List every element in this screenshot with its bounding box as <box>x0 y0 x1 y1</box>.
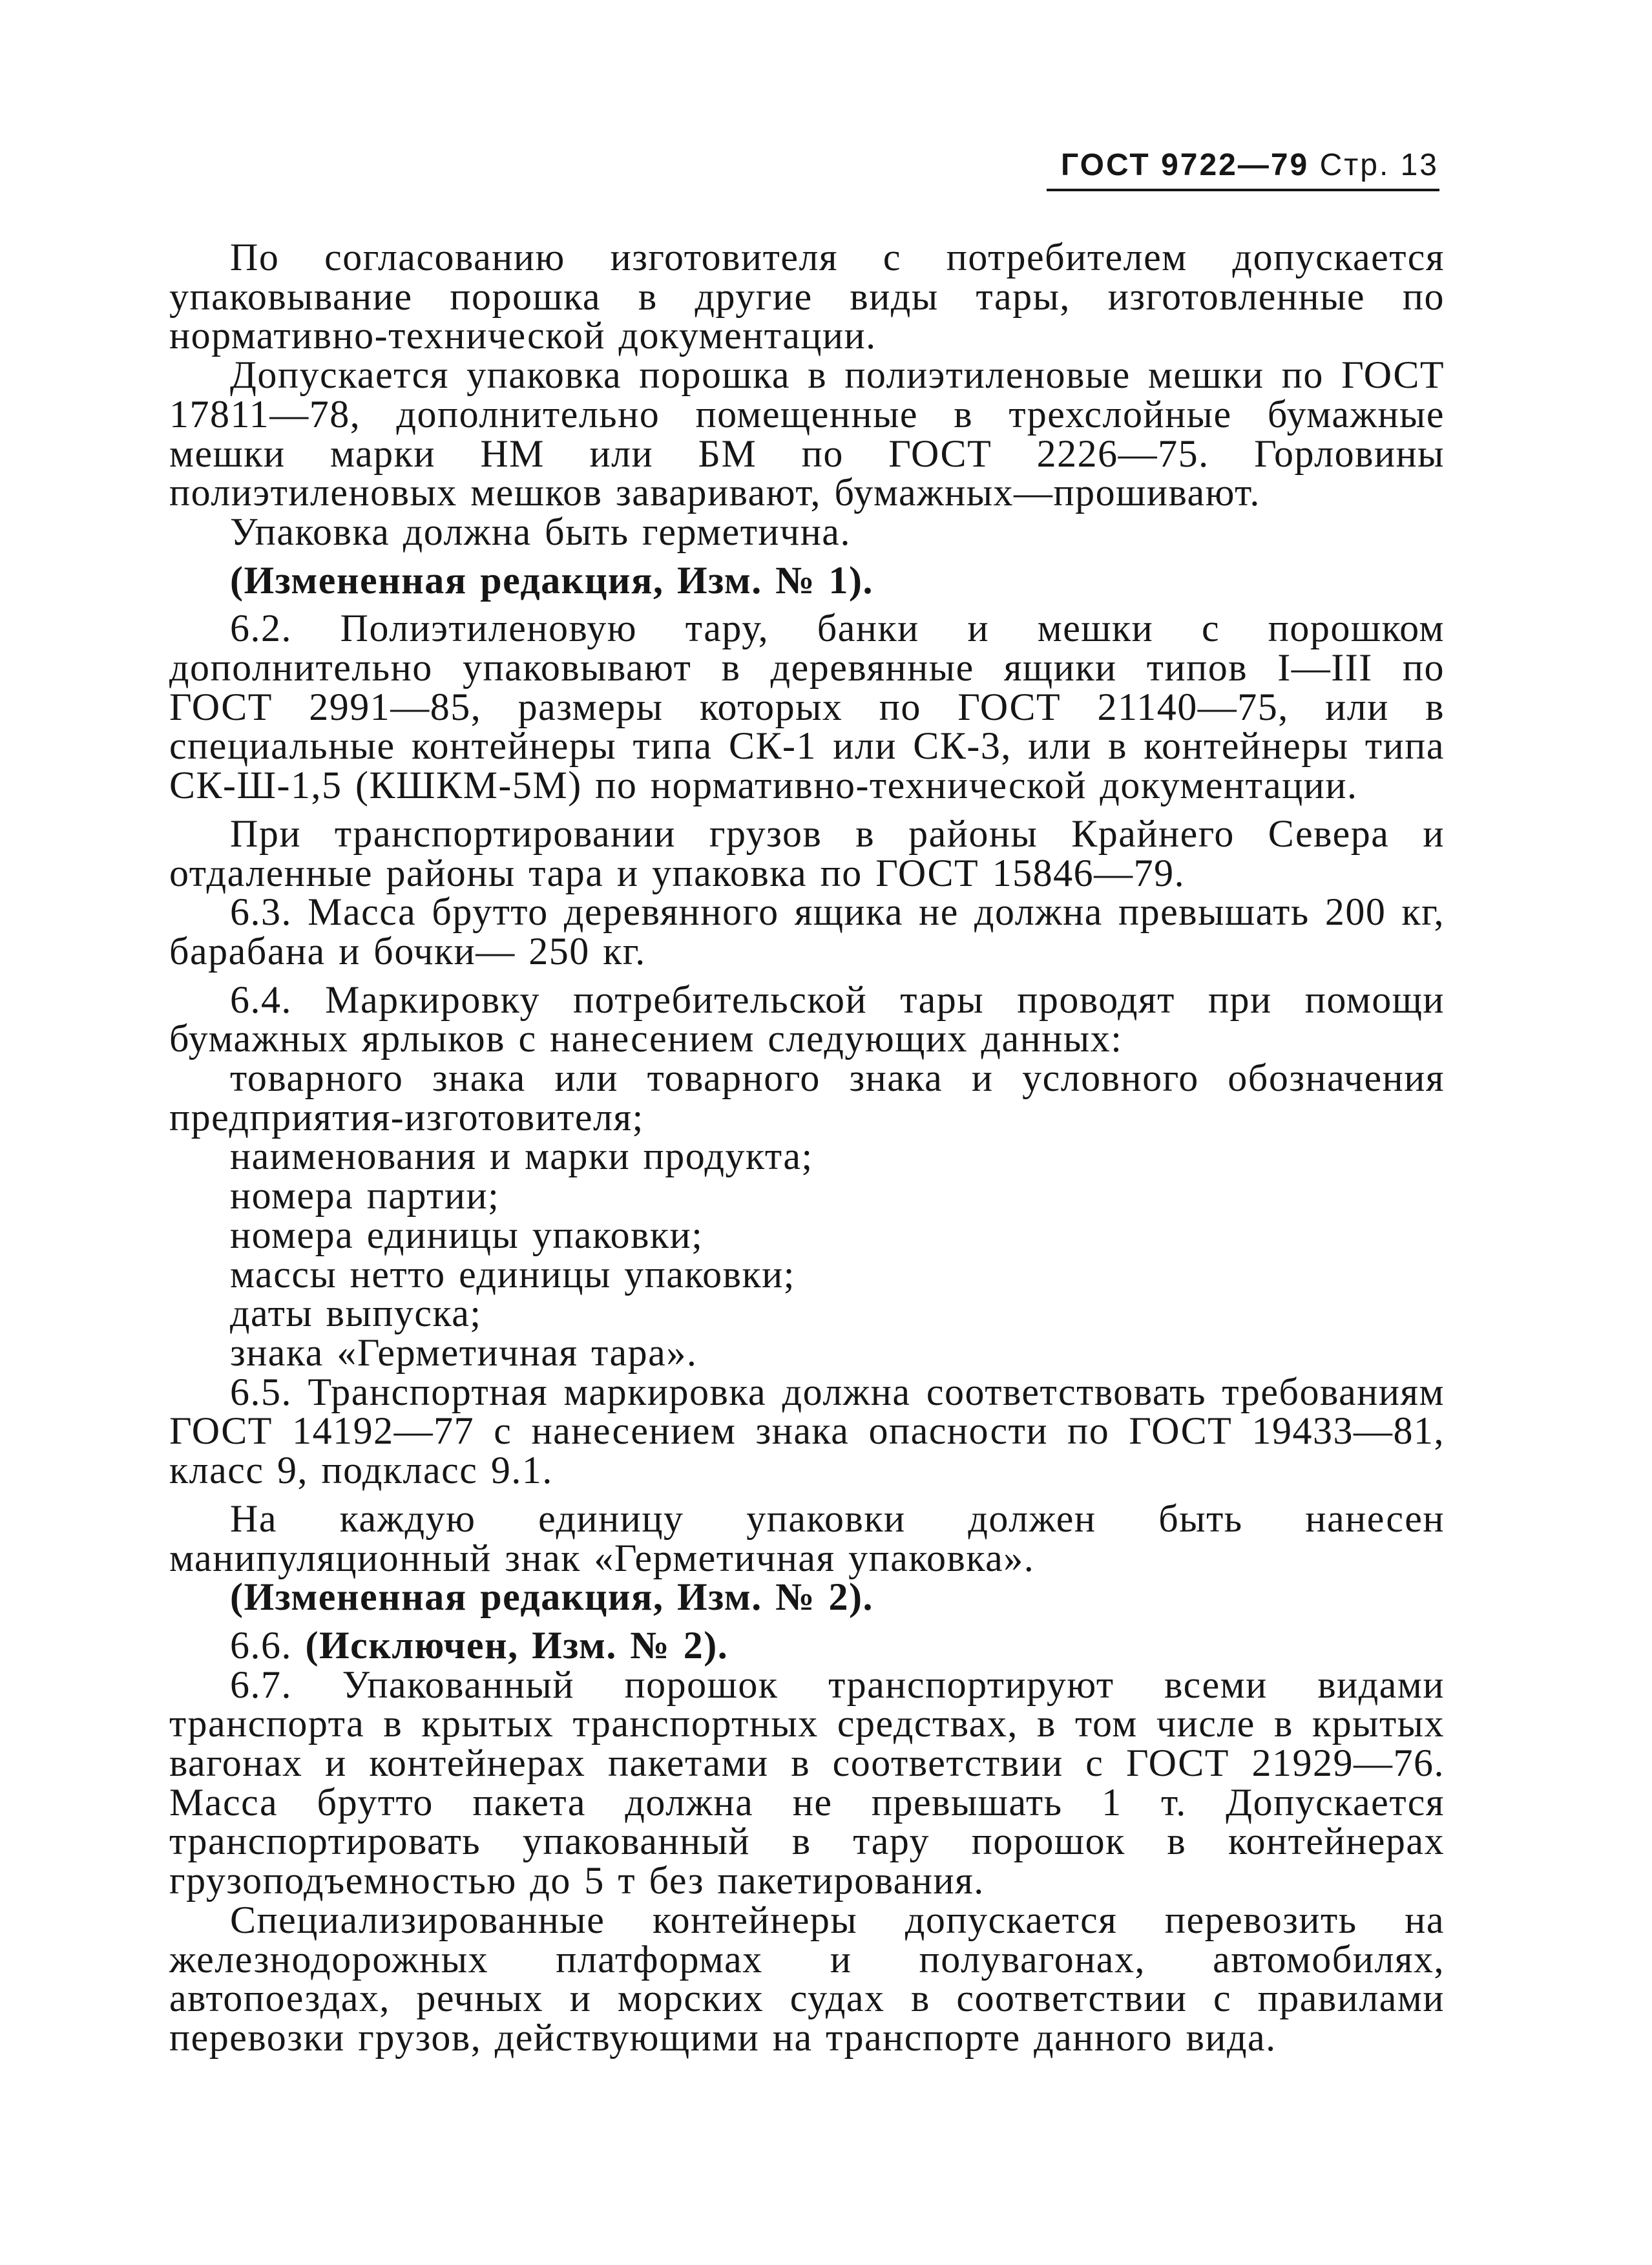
header-rule <box>1047 189 1439 191</box>
clause-number: 6.2. <box>230 607 292 650</box>
amendment-note: (Измененная редакция, Изм. № 2). <box>230 1575 874 1619</box>
clause-6-2 <box>169 609 1445 805</box>
paragraph: При транспортировании грузов в районы Крайнего Севера и отдаленные районы тара и упаковка по ГОСТ 15846—79. <box>169 812 1445 894</box>
clause-6-4 <box>169 980 1445 1059</box>
list-item: номера единицы упаковки; <box>230 1213 704 1256</box>
list-item: знака «Герметичная тара». <box>230 1331 698 1374</box>
clause-number: 6.7. <box>230 1663 292 1706</box>
list-item: наименования и марки продукта; <box>230 1135 813 1178</box>
clause-text: (Исключен, Изм. № 2). <box>305 1623 729 1667</box>
clause-6-7 <box>169 1665 1445 1901</box>
standard-number: ГОСТ 9722—79 <box>1061 148 1310 182</box>
clause-6-6 <box>169 1623 1445 1667</box>
list-item: массы нетто единицы упаковки; <box>230 1252 795 1296</box>
clause-number: 6.5. <box>230 1370 292 1413</box>
clause-6-3 <box>169 892 1445 971</box>
clause-text: Транспортная маркировка должна соответствовать требованиям ГОСТ 14192—77 с нанесением знака опасности по ГОСТ 19433—81, класс 9, подкласс 9.1. <box>169 1370 1445 1492</box>
page-number: Стр. 13 <box>1319 148 1439 182</box>
clause-number: 6.4. <box>230 978 292 1021</box>
clause-number: 6.3. <box>230 890 292 934</box>
clause-text: Масса брутто деревянного ящика не должна превышать 200 кг, барабана и бочки— 250 кг. <box>169 890 1445 973</box>
paragraph: На каждую единицу упаковки должен быть нанесен манипуляционный знак «Герметичная упаковка». <box>169 1497 1445 1579</box>
clause-6-5 <box>169 1370 1445 1492</box>
paragraph: Допускается упаковка порошка в полиэтиленовые мешки по ГОСТ 17811—78, дополнительно помещенные в трехслойные бумажные мешки марки НМ или БМ по ГОСТ 2226—75. Горловины полиэтиленовых мешков заваривают, бумажных—прошивают. <box>169 353 1445 514</box>
list-item: товарного знака или товарного знака и условного обозначения предприятия-изготовителя; <box>169 1057 1445 1139</box>
clause-number: 6.6. <box>230 1623 292 1667</box>
paragraph: Специализированные контейнеры допускается перевозить на железнодорожных платформах и полувагонах, автомобилях, автопоездах, речных и морских судах в соответствии с правилами перевозки грузов, действующими на транспорте данного вида. <box>169 1898 1445 2059</box>
document-body <box>169 238 1445 2058</box>
page-header <box>1061 147 1439 183</box>
list-item: даты выпуска; <box>230 1292 482 1335</box>
clause-text: Полиэтиленовую тару, банки и мешки с порошком дополнительно упаковывают в деревянные ящики типов I—III по ГОСТ 2991—85, размеры которых по ГОСТ 21140—75, или в специальные контейнеры типа СК-1 или СК-3, или в контейнеры типа СК-Ш-1,5 (КШКМ-5М) по нормативно-технической документации. <box>169 607 1445 807</box>
clause-text: Упакованный порошок транспортируют всеми видами транспорта в крытых транспортных средствах, в том числе в крытых вагонах и контейнерах пакетами в соответствии с ГОСТ 21929—76. Масса брутто пакета должна не превышать 1 т. Допускается транспортировать упакованный в тару порошок в контейнерах грузоподъемностью до 5 т без пакетирования. <box>169 1663 1445 1902</box>
clause-text: Маркировку потребительской тары проводят при помощи бумажных ярлыков с нанесением следующих данных: <box>169 978 1445 1060</box>
paragraph: По согласованию изготовителя с потребителем допускается упаковывание порошка в другие виды тары, изготовленные по нормативно-технической документации. <box>169 236 1445 357</box>
amendment-note: (Измененная редакция, Изм. № 1). <box>230 558 874 602</box>
list-item: номера партии; <box>230 1174 500 1217</box>
paragraph: Упаковка должна быть герметична. <box>230 510 851 553</box>
